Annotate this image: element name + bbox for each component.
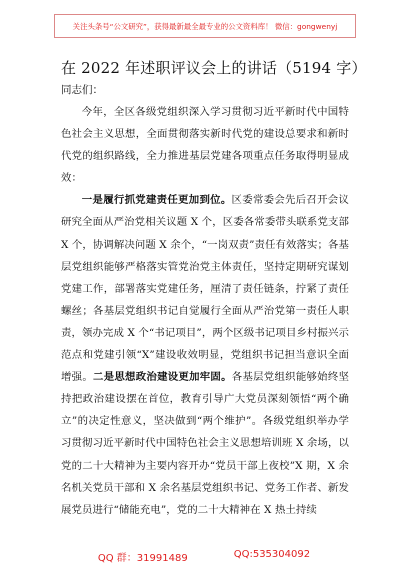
section-heading-ideology: 二是思想政治建设更加牢固。 [93,371,232,384]
salutation: 同志们： [61,84,103,96]
paragraph-intro: 今年，全区各级党组织深入学习贯彻习近平新时代中国特色社会主义思想，全面贯彻落实新时代党的建设总要求和新时代党的组织路线，全力推进基层党建各项重点任务取得明显成效： [61,106,349,185]
footer [0,549,408,564]
paragraph-responsibility-text: 区委常委会先后召开会议研究全面从严治党相关议题 X 个，区委各常委带头联系党支部 X 个，协调解决问题 X 余个，“一岗双责”责任有效落实；各基层党组织能够严格落实管党治党主体责任，坚持定期研究谋划党建工作，部署落实党建任务，厘清了责任链条，拧紧了责任螺丝；各基层党组织书记自觉履行全面从严治党第一责任人职责，领办完成 X 个“书记项目”，两个区级书记项目乡村振兴示范点和党建引领“X”建设收效明显，党组织书记担当意识全面增强。 [61,194,349,384]
section-heading-responsibility: 一是履行抓党建责任更加到位。 [81,194,232,207]
document-body [61,101,349,521]
footer-qq-group: QQ 群：31991489 [97,553,188,564]
paragraph-ideology-text: 各基层党组织能够始终坚持把政治建设摆在首位，教育引导广大党员深刻领悟“两个确立”的决定性意义，坚决做到“两个维护”。各级党组织举办学习贯彻习近平新时代中国特色社会主义思想培训班 X 余场，以党的二十大精神为主要内容开办“党员干部上夜校”X 期，X 余名机关党员干部和 X 余名基层党组织书记、党务工作者、新发展党员进行“储能充电”，党的二十大精神在 X 热土持续 [61,371,349,516]
header-banner [54,14,356,38]
paragraph-responsibility [61,189,349,520]
header-banner-text: 关注头条号“公文研究”，获得最新最全最专业的公文资料库！ 微信：gongwenyj [72,21,338,31]
document-title: 在 2022 年述职评议会上的讲话（5194 字） [61,59,367,77]
footer-qq-contact: QQ:535304092 [233,549,311,560]
